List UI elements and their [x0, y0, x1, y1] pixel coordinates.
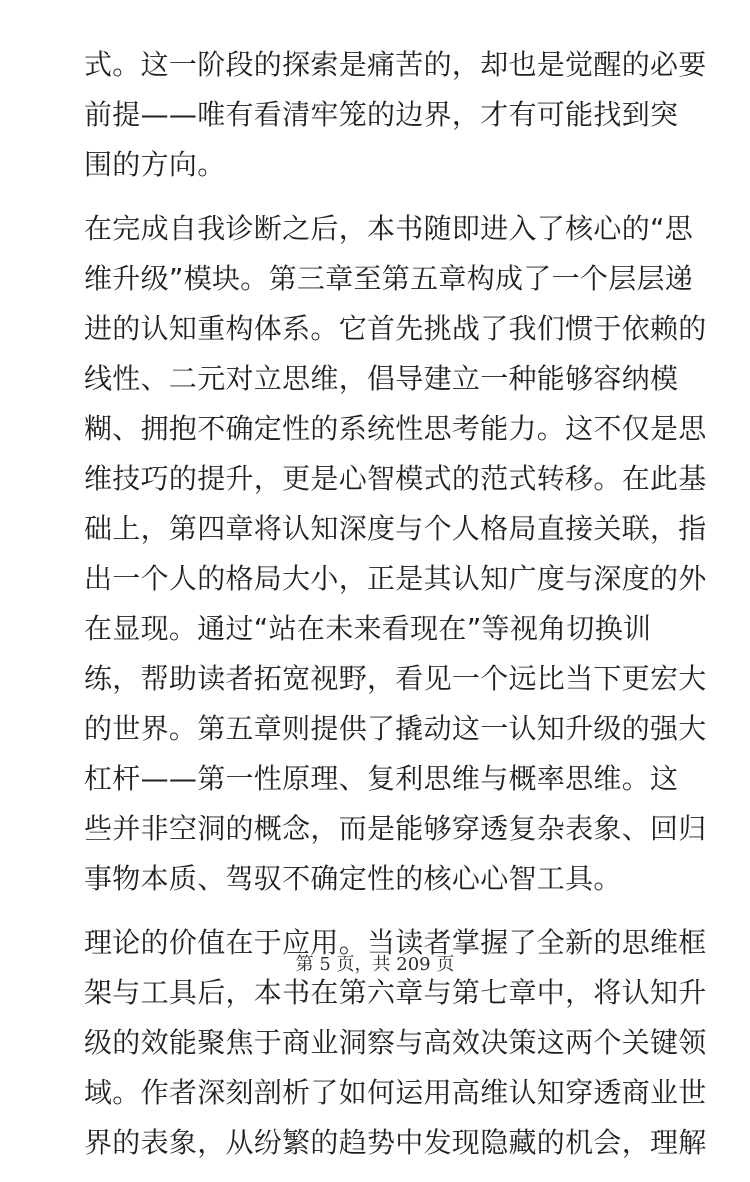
text-line: 界的表象，从纷繁的趋势中发现隐藏的机会，理解 [84, 1126, 707, 1159]
text-line: 的世界。第五章则提供了撬动这一认知升级的强大 [84, 712, 707, 745]
text-line: 线性、二元对立思维，倡导建立一种能够容纳模 [84, 362, 679, 395]
text-line: 础上，第四章将认知深度与个人格局直接关联，指 [84, 512, 707, 545]
text-line: 级的效能聚焦于商业洞察与高效决策这两个关键领 [84, 1026, 707, 1059]
text-line: 进的认知重构体系。它首先挑战了我们惯于依赖的 [84, 312, 707, 345]
text-line: 练，帮助读者拓宽视野，看见一个远比当下更宏大 [84, 662, 707, 695]
text-line: 域。作者深刻剖析了如何运用高维认知穿透商业世 [84, 1076, 707, 1109]
paragraph-2 [84, 204, 707, 904]
text-line: 些并非空洞的概念，而是能够穿透复杂表象、回归 [84, 812, 707, 845]
text-line: 维升级”模块。第三章至第五章构成了一个层层递 [84, 262, 694, 295]
text-line: 事物本质、驾驭不确定性的核心心智工具。 [84, 862, 622, 895]
text-line: 糊、拥抱不确定性的系统性思考能力。这不仅是思 [84, 412, 707, 445]
text-line: 维技巧的提升，更是心智模式的范式转移。在此基 [84, 462, 707, 495]
document-body [84, 40, 707, 1182]
text-line: 杠杆——第一性原理、复利思维与概率思维。这 [84, 762, 679, 795]
text-line: 理论的价值在于应用。当读者掌握了全新的思维框 [84, 926, 707, 959]
text-line: 前提——唯有看清牢笼的边界，才有可能找到突 [84, 98, 679, 131]
text-line: 在显现。通过“站在未来看现在”等视角切换训 [84, 612, 652, 645]
page-number-footer: 第 5 页，共 209 页 [295, 954, 455, 975]
paragraph-1 [84, 40, 707, 190]
text-line: 围的方向。 [84, 148, 226, 181]
text-line: 出一个人的格局大小，正是其认知广度与深度的外 [84, 562, 707, 595]
text-line: 架与工具后，本书在第六章与第七章中，将认知升 [84, 976, 707, 1009]
text-line: 在完成自我诊断之后，本书随即进入了核心的“思 [84, 212, 694, 245]
text-line: 式。这一阶段的探索是痛苦的，却也是觉醒的必要 [84, 48, 707, 81]
